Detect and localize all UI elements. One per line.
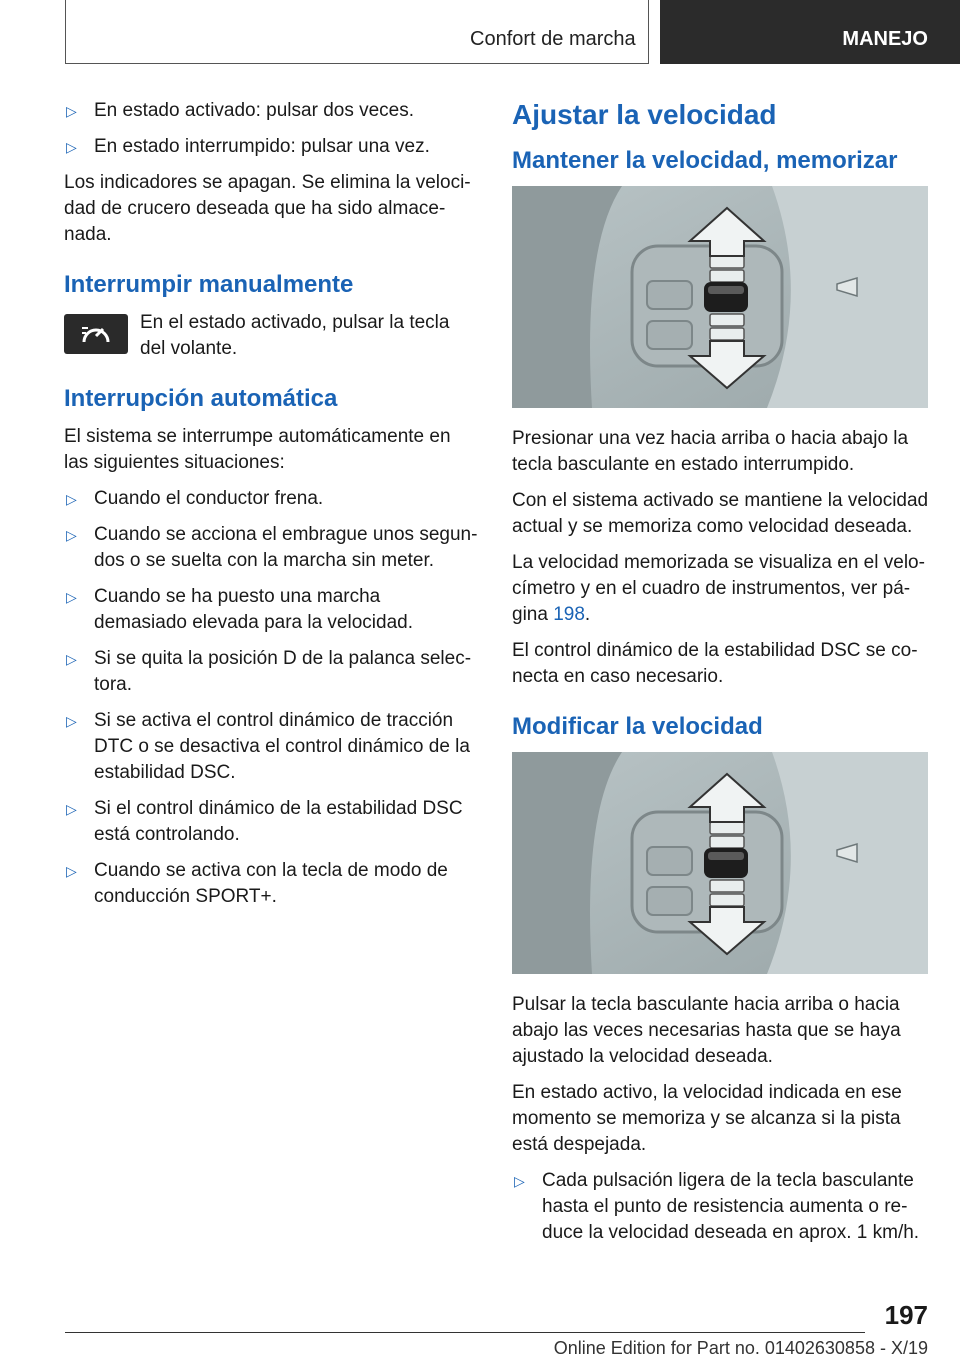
list-item: ▷ Cuando se activa con la tecla de modo de conducción SPORT+. <box>66 860 448 907</box>
list-item: ▷ En estado activado: pulsar dos veces. <box>64 98 478 124</box>
header-chapter-tab: MANEJO <box>660 0 960 64</box>
heading-keep-speed: Mantener la velocidad, memorizar <box>512 147 898 174</box>
paragraph: Pulsar la tecla basculante hacia arriba o hacia abajo las veces necesarias hasta que se haya ajustado la velocidad deseada. <box>512 994 901 1067</box>
triangle-right-icon: ▷ <box>66 863 77 879</box>
triangle-right-icon: ▷ <box>66 139 77 155</box>
heading-manual-interrupt: Interrumpir manualmente <box>64 271 354 298</box>
heading-auto-interrupt: Interrupción automática <box>64 385 338 412</box>
triangle-right-icon: ▷ <box>66 651 77 667</box>
header-section-title: Confort de marcha <box>470 28 636 50</box>
list-item: ▷ Cuando se ha puesto una marcha demasiado elevada para la velocidad. <box>66 586 413 633</box>
triangle-right-icon: ▷ <box>66 713 77 729</box>
steering-wheel-rocker-figure <box>512 186 928 408</box>
paragraph: En el estado activado, pulsar la tecla del volante. <box>140 312 450 359</box>
paragraph: Presionar una vez hacia arriba o hacia abajo la tecla basculante en estado interrumpido. <box>512 428 909 475</box>
heading-modify-speed: Modificar la velocidad <box>512 713 763 740</box>
cruise-control-interrupt-icon <box>64 314 128 354</box>
page-reference-link[interactable]: 198 <box>553 604 585 625</box>
paragraph: Con el sistema activado se mantiene la velocidad actual y se memoriza como velocidad deseada. <box>512 490 929 537</box>
paragraph: Los indicadores se apagan. Se elimina la veloci‐dad de crucero deseada que ha sido almace‐nada. <box>64 172 471 245</box>
list-item: ▷ Si el control dinámico de la estabilidad DSC está controlando. <box>66 798 463 845</box>
footer-edition: Online Edition for Part no. 01402630858 - X/19 <box>553 1338 928 1358</box>
paragraph: En estado activo, la velocidad indicada en ese momento se memoriza y se alcanza si la pista está despejada. <box>512 1082 902 1155</box>
footer-divider <box>65 1332 865 1333</box>
page-number: 197 <box>884 1300 928 1330</box>
bullet-list-auto <box>64 486 478 910</box>
list-item: ▷ Cuando se acciona el embrague unos segun‐dos o se suelta con la marcha sin meter. <box>66 524 478 571</box>
paragraph: El control dinámico de la estabilidad DSC se co‐necta en caso necesario. <box>512 640 918 687</box>
bullet-list-modify <box>512 1168 930 1246</box>
triangle-right-icon: ▷ <box>514 1173 525 1189</box>
heading-adjust-speed: Ajustar la velocidad <box>512 99 777 130</box>
triangle-right-icon: ▷ <box>66 527 77 543</box>
triangle-right-icon: ▷ <box>66 589 77 605</box>
bullet-list-top <box>64 98 478 160</box>
list-item: ▷ Cuando el conductor frena. <box>64 486 478 512</box>
paragraph: El sistema se interrumpe automáticamente en las siguientes situaciones: <box>64 426 451 473</box>
triangle-right-icon: ▷ <box>66 801 77 817</box>
paragraph: La velocidad memorizada se visualiza en el velo‐címetro y en el cuadro de instrumentos, ver pá‐gina 198. <box>512 552 925 625</box>
list-item: ▷ Cada pulsación ligera de la tecla basculante hasta el punto de resistencia aumenta o re‐duce la velocidad deseada en aprox. 1 km/h. <box>514 1170 920 1243</box>
left-column <box>64 98 478 920</box>
triangle-right-icon: ▷ <box>66 103 77 119</box>
triangle-right-icon: ▷ <box>66 491 77 507</box>
right-column <box>512 98 930 1256</box>
steering-wheel-rocker-figure-2 <box>512 752 928 974</box>
icon-instruction-row <box>64 310 478 362</box>
list-item: ▷ En estado interrumpido: pulsar una vez. <box>64 134 478 160</box>
list-item: ▷ Si se activa el control dinámico de tracción DTC o se desactiva el control dinámico de la estabilidad DSC. <box>66 710 470 783</box>
list-item: ▷ Si se quita la posición D de la palanca selec‐tora. <box>66 648 472 695</box>
